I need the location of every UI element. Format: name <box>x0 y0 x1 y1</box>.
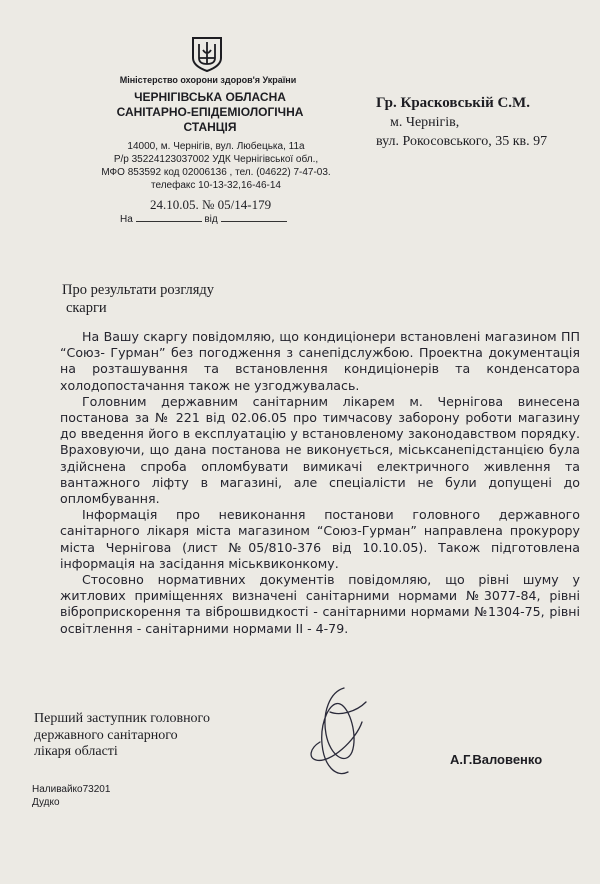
recipient-name: Гр. Красковській С.М. <box>376 95 530 111</box>
reference-prefix: На <box>120 214 133 225</box>
executor-name: Наливайко73201 <box>32 784 111 795</box>
mfo-and-phone: МФО 853592 код 02006136 , тел. (04622) 7-47-03. <box>101 167 331 178</box>
handwritten-signature <box>300 682 384 784</box>
signer-title-line: лікаря області <box>34 744 118 759</box>
outgoing-number: 24.10.05. № 05/14-179 <box>150 197 272 212</box>
body-paragraph: Інформація про невиконання постанови головного державного санітарного лікаря міста магазином “Союз-Гурман” направлена прокурору міста Чернігова (лист №05/810-376 від 10.10.05). Також підготовлена інформація на засідання міськвиконкому. <box>60 507 580 571</box>
station-name-line: СТАНЦІЯ <box>183 120 237 134</box>
recipient-street: вул. Рокосовського, 35 кв. 97 <box>376 134 548 149</box>
subject-line: скарги <box>66 300 107 316</box>
recipient-block <box>376 94 547 151</box>
subject-line: Про результати розгляду <box>62 282 215 298</box>
bank-account: Р/р 35224123037002 УДК Чернігівської обл., <box>113 154 319 165</box>
signer-title <box>34 711 210 761</box>
recipient-city: м. Чернігів, <box>390 115 460 130</box>
body-paragraph: Головним державним санітарним лікарем м. Чернігова винесена постанова за № 221 від 02.06.05 про тимчасову заборону роботи магазину до введення його в експлуатацію у встановленому законодавством порядку. Враховуючи, що дана постанова не виконується, міськсанепідстанцією була здійснена спроба опломбувати вимикачі електричного живлення та вантажного ліфту в магазині, але спеціалісти не були допущені до опломбування. <box>60 393 580 507</box>
reference-date-blank <box>221 212 287 222</box>
station-address: 14000, м. Чернігів, вул. Любецька, 11а <box>127 141 305 152</box>
station-name-line: ЧЕРНІГІВСЬКА ОБЛАСНА <box>134 90 286 104</box>
letter-subject <box>62 281 214 317</box>
station-name <box>110 90 310 135</box>
reference-date-label: від <box>204 214 218 225</box>
reference-line <box>120 212 287 225</box>
fax-numbers: телефакс 10-13-32,16-46-14 <box>151 180 281 191</box>
typist-name: Дудко <box>32 797 60 808</box>
executor-info <box>32 783 110 809</box>
letter-body <box>60 329 580 637</box>
reference-number-blank <box>136 212 202 222</box>
body-paragraph: На Вашу скаргу повідомляю, що кондиціонери встановлені магазином ПП “Союз- Гурман” без погодження з санепідслужбою. Проектна документація на розташування та встановлення кондиціонерів та конденсатора холодопостачання також не узгоджувалась. <box>60 329 580 393</box>
body-paragraph: Стосовно нормативних документів повідомляю, що рівні шуму у житлових приміщеннях визначені санітарними нормами №3077-84, рівні віброприскорення та віброшвидкості - санітарними нормами №1304-75, рівні освітлення - санітарними нормами II - 4-79. <box>60 572 580 636</box>
signer-title-line: Перший заступник головного <box>34 711 210 726</box>
signer-name: А.Г.Валовенко <box>450 752 543 767</box>
ministry-name: Міністерство охорони здоров'я України <box>119 75 297 85</box>
station-requisites <box>96 140 336 192</box>
station-name-line: САНІТАРНО-ЕПІДЕМІОЛОГІЧНА <box>116 105 304 119</box>
signer-title-line: державного санітарного <box>34 727 178 743</box>
trident-emblem-icon <box>190 36 224 72</box>
